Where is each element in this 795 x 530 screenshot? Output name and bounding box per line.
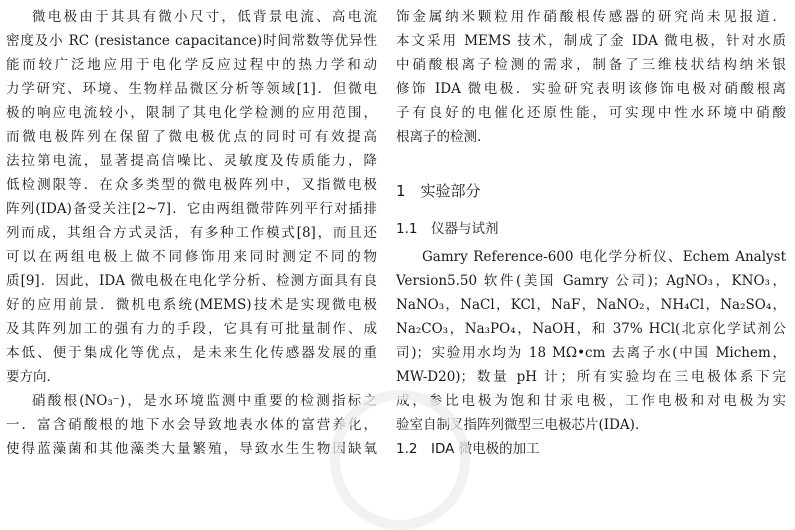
paragraph-line: 子有良好的电催化还原性能，可实现中性水环境中硝酸 (396, 105, 786, 121)
subsection-heading: 1.1 仪器与试剂 (396, 221, 499, 237)
paragraph-line: 使得蓝藻菌和其他藻类大量繁殖，导致水生生物因缺氧 (6, 441, 377, 457)
paragraph-line: 微电极由于其具有微小尺寸，低背景电流、高电流 (32, 9, 377, 25)
paragraph-line: 阵列(IDA)备受关注[2~7]．它由两组微带阵列平行对插排 (6, 201, 377, 217)
paragraph-line: 修饰 IDA 微电极．实验研究表明该修饰电极对硝酸根离 (396, 81, 786, 97)
paragraph-line: 可以在两组电极上做不同修饰用来同时测定不同的物 (6, 249, 377, 265)
paragraph-line: 法拉第电流，显著提高信噪比、灵敏度及传质能力，降 (6, 153, 377, 169)
paragraph-line: 根离子的检测． (396, 129, 491, 145)
section-heading: 1 实验部分 (396, 182, 481, 200)
paragraph-line: 一．富含硝酸根的地下水会导致地表水体的富营养化， (6, 417, 377, 433)
subsection-heading: 1.2 IDA 微电极的加工 (396, 441, 540, 457)
paragraph-line: 验室自制叉指阵列微型三电极芯片(IDA)． (396, 417, 649, 433)
watermark-seal (330, 390, 470, 530)
paragraph-line: 要方向． (6, 369, 60, 385)
paragraph-line: MW-D20)；数量 pH 计；所有实验均在三电极体系下完 (396, 369, 786, 385)
paragraph-line: 中硝酸根离子检测的需求，制备了三维枝状结构纳米银 (396, 57, 786, 73)
paragraph-line: 饰金属纳米颗粒用作硝酸根传感器的研究尚未见报道． (396, 9, 786, 25)
paragraph-line: 本文采用 MEMS 技术，制成了金 IDA 微电极，针对水质 (396, 33, 786, 49)
paragraph-line: 力学研究、环境、生物样品微区分析等领域[1]．但微电 (6, 81, 377, 97)
paragraph-line: Version5.50 软件(美国 Gamry 公司)；AgNO₃，KNO₃， (396, 273, 786, 289)
paragraph-line: 及其阵列加工的强有力的手段，它具有可批量制作、成 (6, 321, 377, 337)
paragraph-line: 司)；实验用水均为 18 MΩ•cm 去离子水(中国 Michem， (396, 345, 786, 361)
paragraph-line: 而微电极阵列在保留了微电极优点的同时可有效提高 (6, 129, 377, 145)
paragraph-line: Gamry Reference-600 电化学分析仪、Echem Analyst (422, 249, 786, 265)
paragraph-line: 极的响应电流较小，限制了其电化学检测的应用范围， (6, 105, 377, 121)
paragraph-line: 硝酸根(NO₃⁻)，是水环境监测中重要的检测指标之 (32, 393, 377, 409)
paragraph-line: 质[9]．因此，IDA 微电极在电化学分析、检测方面具有良 (6, 273, 377, 289)
paragraph-line: 密度及小 RC (resistance capacitance)时间常数等优异性 (6, 33, 377, 49)
paragraph-line: 能而较广泛地应用于电化学反应过程中的热力学和动 (6, 57, 377, 73)
paragraph-line: 好的应用前景．微机电系统(MEMS)技术是实现微电极 (6, 297, 377, 313)
paragraph-line: NaNO₃，NaCl，KCl，NaF，NaNO₂，NH₄Cl，Na₂SO₄， (396, 297, 786, 313)
paragraph-line: Na₂CO₃，Na₃PO₄，NaOH，和 37% HCl(北京化学试剂公 (396, 321, 786, 337)
paragraph-line: 成，参比电极为饱和甘汞电极，工作电极和对电极为实 (396, 393, 786, 409)
paragraph-line: 列而成，其组合方式灵活，有多种工作模式[8]，而且还 (6, 225, 377, 241)
paragraph-line: 低检测限等．在众多类型的微电极阵列中，叉指微电极 (6, 177, 377, 193)
paragraph-line: 本低、便于集成化等优点，是未来生化传感器发展的重 (6, 345, 377, 361)
